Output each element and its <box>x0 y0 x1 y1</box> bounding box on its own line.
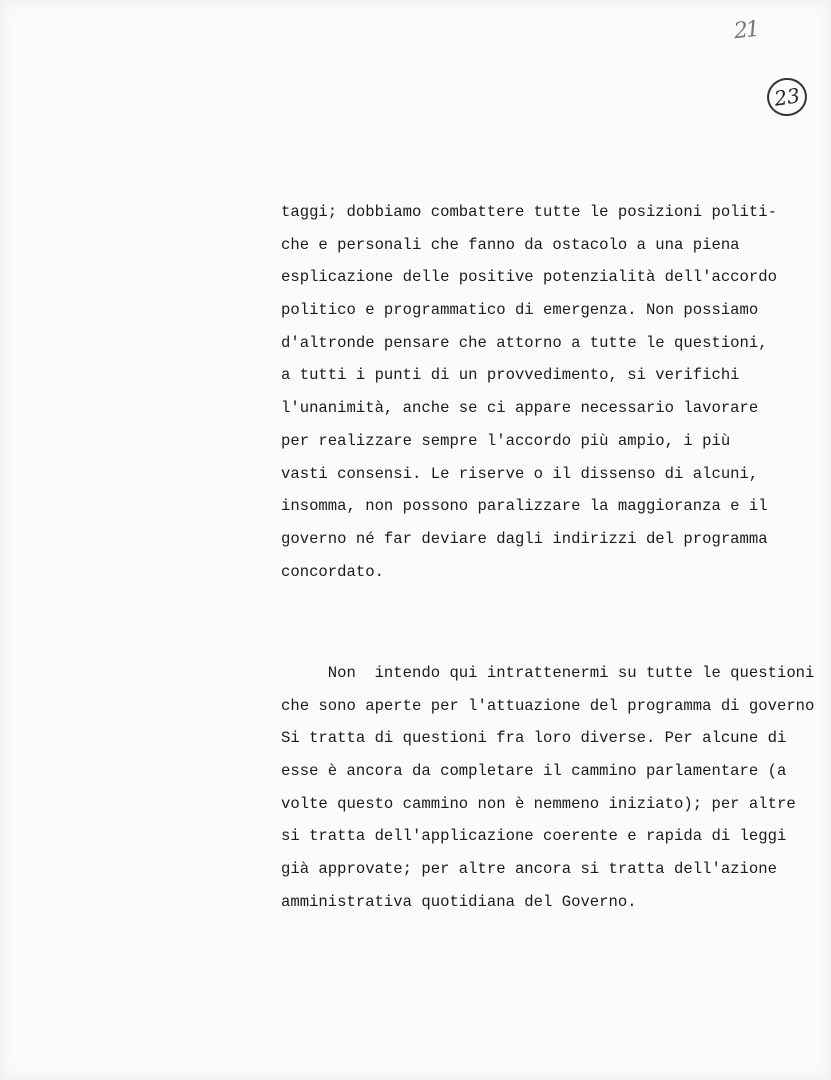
text-line: esse è ancora da completare il cammino parlamentare (a <box>281 762 787 781</box>
text-line: che sono aperte per l'attuazione del programma di governo <box>281 696 815 715</box>
text-line: si tratta dell'applicazione coerente e rapida di leggi <box>281 827 787 846</box>
circled-page-number: 23 <box>765 75 810 118</box>
text-line: Non intendo qui intrattenermi su tutte le questioni <box>281 664 815 682</box>
text-line: Si tratta di questioni fra loro diverse. Per alcune di <box>281 729 787 748</box>
text-line: esplicazione delle positive potenzialità dell'accordo <box>281 268 777 287</box>
text-line: taggi; dobbiamo combattere tutte le posizioni politi- <box>281 203 777 221</box>
text-line: già approvate; per altre ancora si tratta dell'azione <box>281 860 777 879</box>
text-line: a tutti i punti di un provvedimento, si verifichi <box>281 366 740 385</box>
text-line: politico e programmatico di emergenza. Non possiamo <box>281 301 759 320</box>
text-line: che e personali che fanno da ostacolo a una piena <box>281 235 740 254</box>
text-line: vasti consensi. Le riserve o il dissenso di alcuni, <box>281 464 759 483</box>
paragraph-2 <box>281 657 814 919</box>
text-line: volte questo cammino non è nemmeno iniziato); per altre <box>281 794 796 813</box>
text-line: per realizzare sempre l'accordo più ampio, i più <box>281 431 731 450</box>
text-line: insomma, non possono paralizzare la maggioranza e il <box>281 497 768 516</box>
text-line: d'altronde pensare che attorno a tutte le questioni, <box>281 333 768 352</box>
text-line: concordato. <box>281 562 384 581</box>
handwritten-page-number: 21 <box>732 16 760 45</box>
text-line: governo né far deviare dagli indirizzi del programma <box>281 529 768 548</box>
paragraph-1 <box>281 196 777 588</box>
text-line: l'unanimità, anche se ci appare necessario lavorare <box>281 399 759 418</box>
text-line: amministrativa quotidiana del Governo. <box>281 892 637 911</box>
